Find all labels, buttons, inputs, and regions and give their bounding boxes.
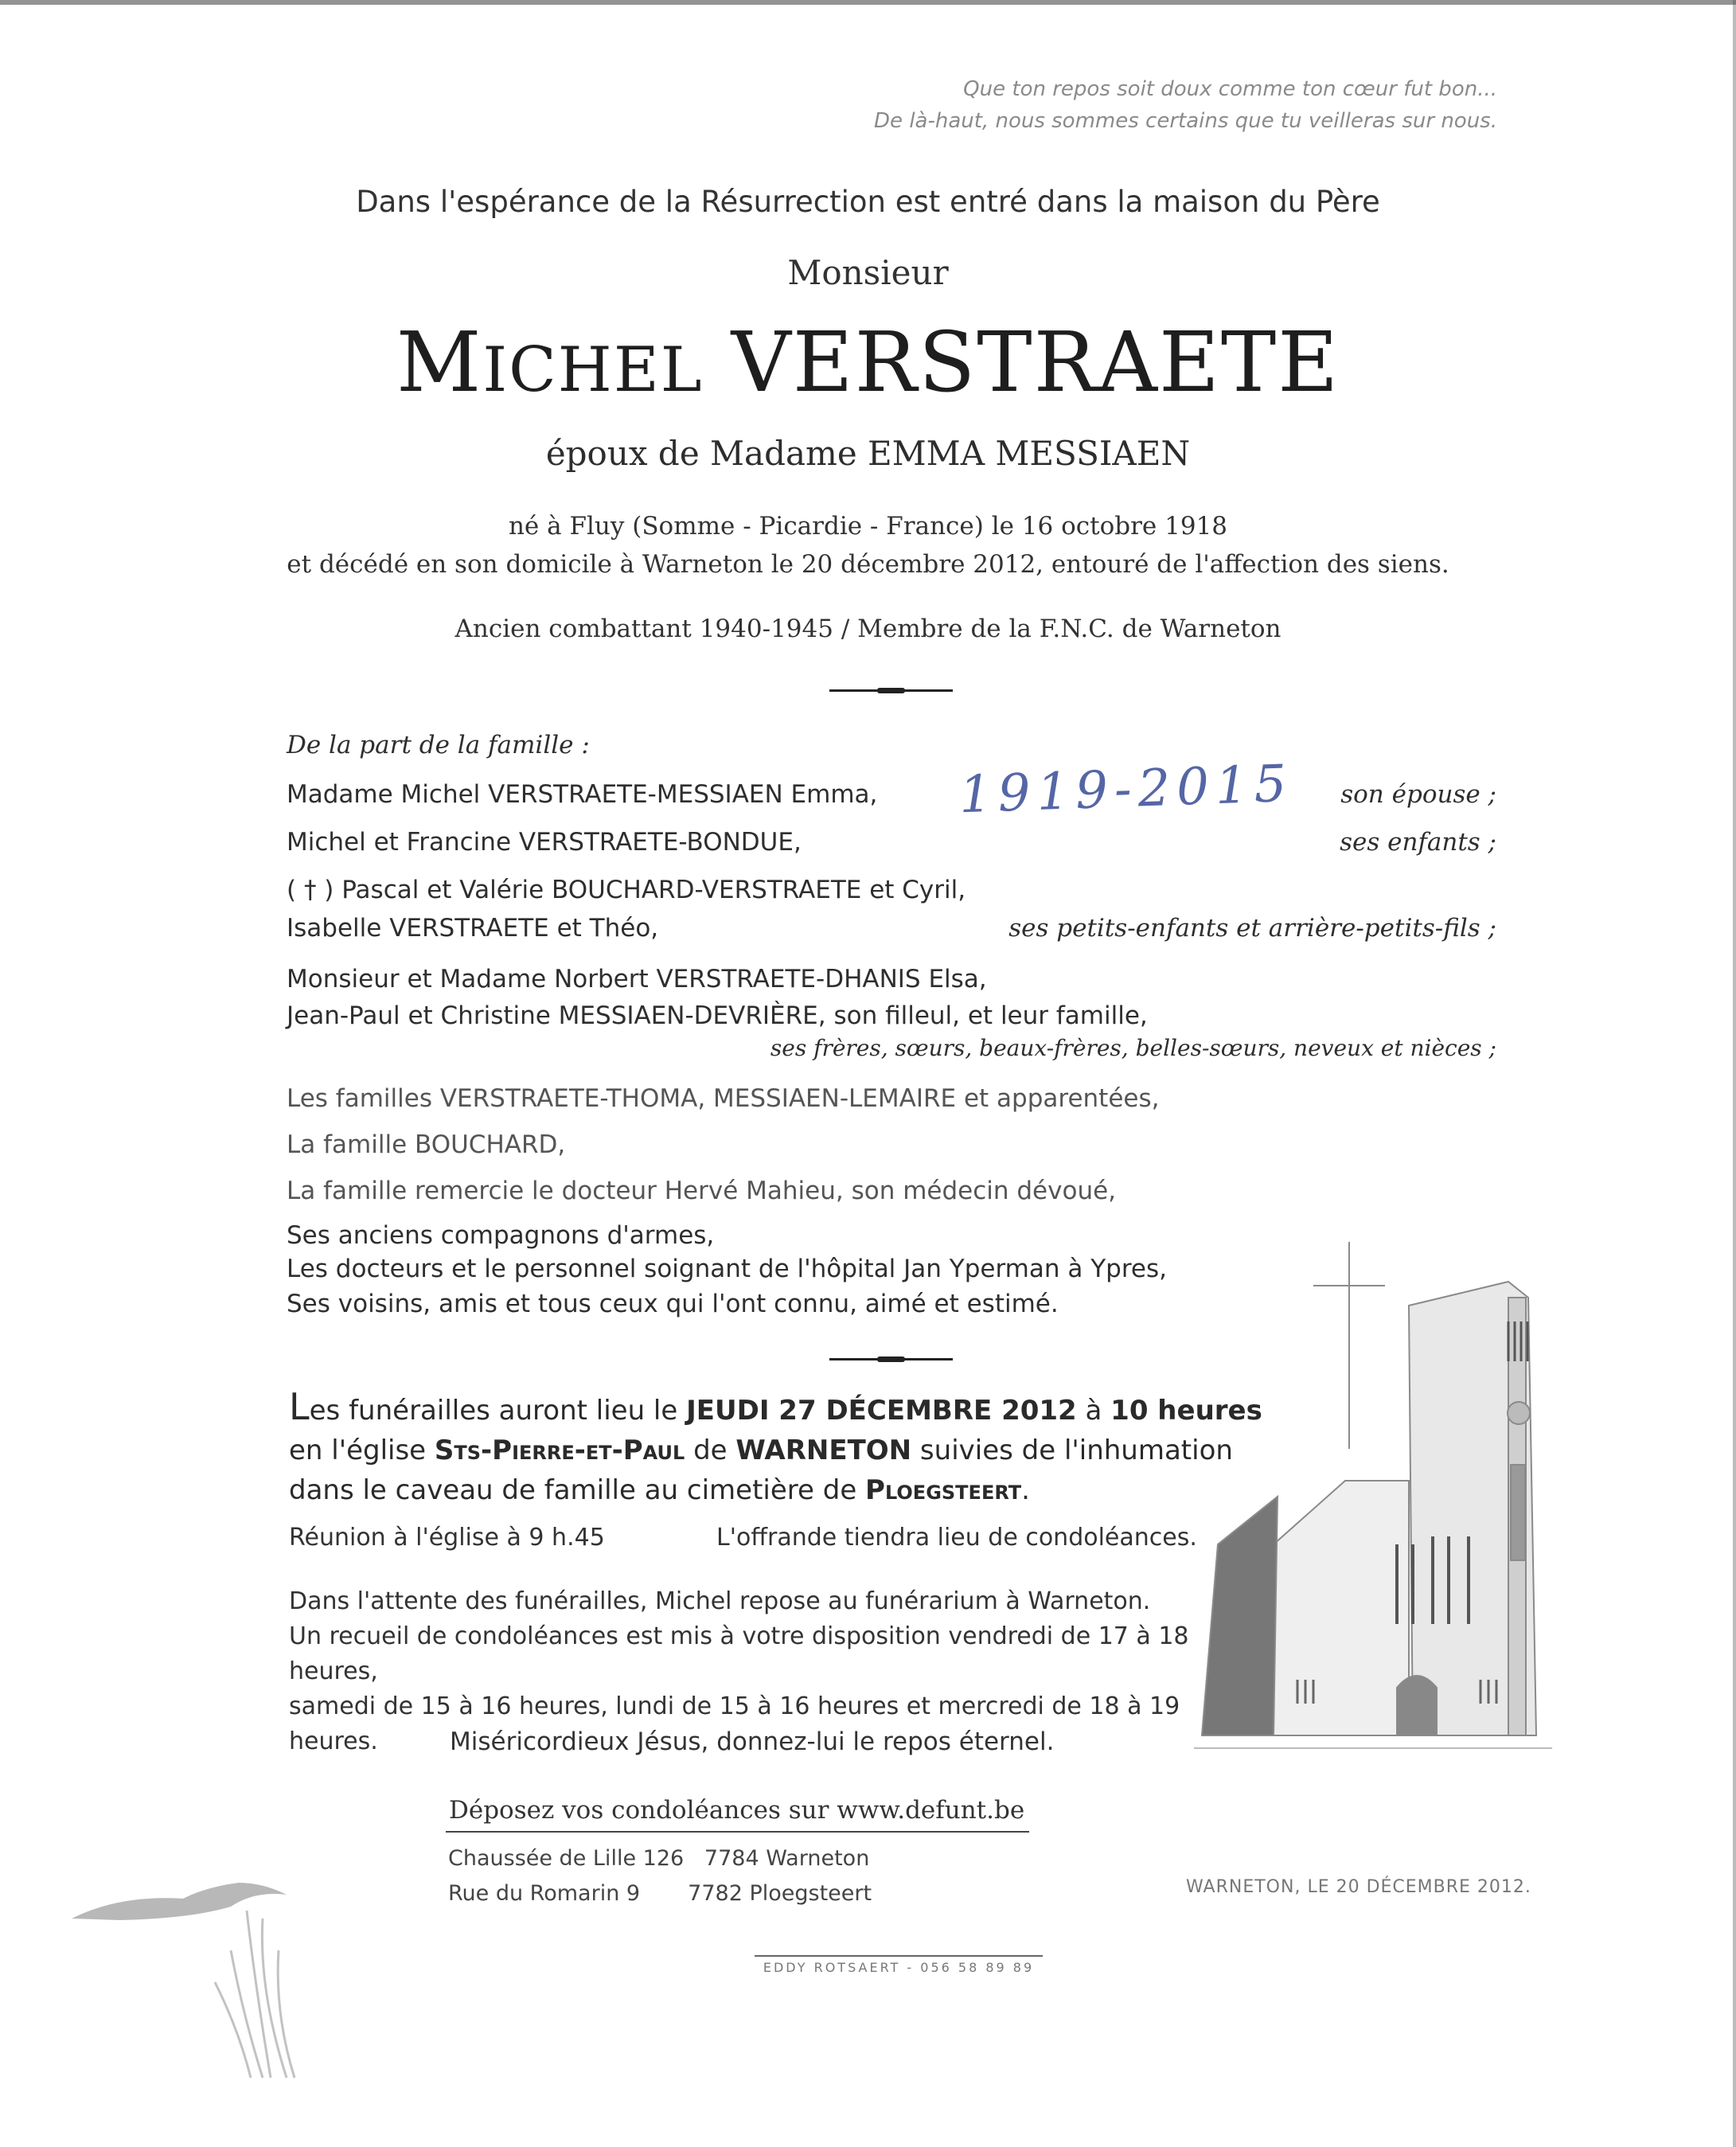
funeral-line-3 — [289, 1470, 1284, 1510]
offering-line: L'offrande tiendra lieu de condoléances. — [716, 1524, 1197, 1552]
birth-death-block — [0, 507, 1736, 584]
condolence-website: Déposez vos condoléances sur www.defunt.be — [446, 1796, 1029, 1833]
bird-grass-decoration — [72, 1863, 358, 2086]
intro-line: Dans l'espérance de la Résurrection est entré dans la maison du Père — [356, 185, 1380, 219]
family-line-1 — [287, 780, 1496, 809]
birth-line: né à Fluy (Somme - Picardie - France) le 16 octobre 1918 — [508, 512, 1228, 541]
others-line-1: Les familles VERSTRAETE-THOMA, MESSIAEN-LEMAIRE et apparentées, — [287, 1084, 1160, 1113]
family-line-role: ses petits-enfants et arrière-petits-fils ; — [1008, 914, 1496, 943]
funeral-text: dans le caveau de famille au cimetière de — [289, 1474, 866, 1506]
spouse-line: époux de Madame EMMA MESSIAEN — [545, 434, 1191, 473]
funeral-line-2 — [289, 1431, 1284, 1470]
visitation-line-2: Un recueil de condoléances est mis à votre disposition vendredi de 17 à 18 heures, — [289, 1622, 1189, 1685]
funeral-time: 10 heures — [1110, 1395, 1262, 1427]
funeral-text: es funérailles auront lieu le — [309, 1395, 687, 1427]
divider-ornament-1 — [829, 689, 953, 692]
place-date: WARNETON, LE 20 DÉCEMBRE 2012. — [1186, 1877, 1531, 1897]
bird-wing — [72, 1883, 287, 1920]
funeral-date: JEUDI 27 DÉCEMBRE 2012 — [686, 1395, 1077, 1427]
address-2 — [448, 1876, 872, 1911]
visitation-line-3: samedi de 15 à 16 heures, lundi de 15 à 16 heures et mercredi de 18 à 19 heures. — [289, 1692, 1180, 1755]
veteran-line: Ancien combattant 1940-1945 / Membre de la F.N.C. de Warneton — [454, 615, 1282, 643]
nave — [1274, 1481, 1409, 1735]
family-line-text: ( † ) Pascal et Valérie BOUCHARD-VERSTRAETE et Cyril, — [287, 876, 966, 904]
address-city: 7784 Warneton — [704, 1846, 870, 1871]
family-line-2 — [287, 828, 1496, 857]
prayer-line: Miséricordieux Jésus, donnez-lui le repos éternel. — [450, 1727, 1055, 1756]
first-name-rest: ICHEL — [482, 334, 704, 406]
funeral-line-1 — [289, 1387, 1284, 1431]
divider-ornament-2 — [829, 1358, 953, 1360]
drop-cap: L — [289, 1385, 310, 1428]
death-line: et décédé en son domicile à Warneton le 20 décembre 2012, entouré de l'affection des siens. — [287, 550, 1449, 579]
visitation-line-1: Dans l'attente des funérailles, Michel repose au funérarium à Warneton. — [289, 1587, 1151, 1615]
tower-window — [1511, 1465, 1525, 1560]
handwritten-note: 1919-2015 — [958, 754, 1294, 826]
family-line-text: Michel et Francine VERSTRAETE-BONDUE, — [287, 828, 802, 857]
funeral-text: . — [1021, 1474, 1030, 1506]
epigraph — [781, 73, 1497, 137]
family-heading: De la part de la famille : — [287, 731, 590, 759]
deceased-name — [0, 314, 1736, 418]
first-name-initial: M — [396, 314, 483, 411]
funeral-text: en l'église — [289, 1435, 435, 1466]
others-line-4: Ses anciens compagnons d'armes, — [287, 1221, 715, 1250]
family-line-role: son épouse ; — [1340, 780, 1496, 809]
scan-edge-top — [0, 0, 1736, 5]
transept-roof — [1202, 1497, 1278, 1735]
family-line-6 — [287, 1001, 1496, 1030]
family-line-role: ses enfants ; — [1340, 828, 1496, 857]
address-1 — [448, 1841, 869, 1876]
funeral-text: suivies de l'inhumation — [911, 1435, 1233, 1466]
cemetery-place: Ploegsteert — [865, 1474, 1022, 1506]
last-name: VERSTRAETE — [731, 314, 1340, 411]
family-line-5 — [287, 965, 1496, 993]
family-line-3 — [287, 876, 1496, 904]
church-name: Sts-Pierre-et-Paul — [434, 1435, 685, 1466]
epigraph-line-1: Que ton repos soit doux comme ton cœur fut bon... — [963, 77, 1497, 101]
address-street: Chaussée de Lille 126 — [448, 1846, 685, 1871]
church-door — [1397, 1676, 1437, 1735]
family-line-text: Jean-Paul et Christine MESSIAEN-DEVRIÈRE, son filleul, et leur famille, — [287, 1001, 1148, 1030]
funeral-announcement — [289, 1387, 1284, 1510]
others-line-2: La famille BOUCHARD, — [287, 1130, 566, 1159]
meeting-line: Réunion à l'église à 9 h.45 — [289, 1524, 605, 1552]
funeral-town: WARNETON — [735, 1435, 912, 1466]
others-line-3: La famille remercie le docteur Hervé Mahieu, son médecin dévoué, — [287, 1177, 1117, 1205]
address-street: Rue du Romarin 9 — [448, 1881, 641, 1906]
honorific: Monsieur — [787, 253, 949, 292]
family-line-4 — [287, 914, 1496, 943]
family-line-text: Monsieur et Madame Norbert VERSTRAETE-DHANIS Elsa, — [287, 965, 987, 993]
others-line-6: Ses voisins, amis et tous ceux qui l'ont connu, aimé et estimé. — [287, 1290, 1059, 1318]
family-line-text: Madame Michel VERSTRAETE-MESSIAEN Emma, — [287, 780, 878, 809]
epigraph-line-2: De là-haut, nous sommes certains que tu veilleras sur nous. — [874, 109, 1497, 133]
funeral-text: à — [1076, 1395, 1111, 1427]
address-city: 7782 Ploegsteert — [688, 1881, 872, 1906]
family-line-role: ses frères, sœurs, beaux-frères, belles-sœurs, neveux et nièces ; — [770, 1035, 1496, 1061]
tower-clock — [1508, 1402, 1530, 1424]
funeral-text: de — [685, 1435, 736, 1466]
church-drawing — [1194, 1226, 1552, 1767]
others-line-5: Les docteurs et le personnel soignant de l'hôpital Jan Yperman à Ypres, — [287, 1255, 1167, 1283]
family-line-text: Isabelle VERSTRAETE et Théo, — [287, 914, 659, 943]
printer-credit: EDDY ROTSAERT - 056 58 89 89 — [755, 1955, 1043, 1975]
